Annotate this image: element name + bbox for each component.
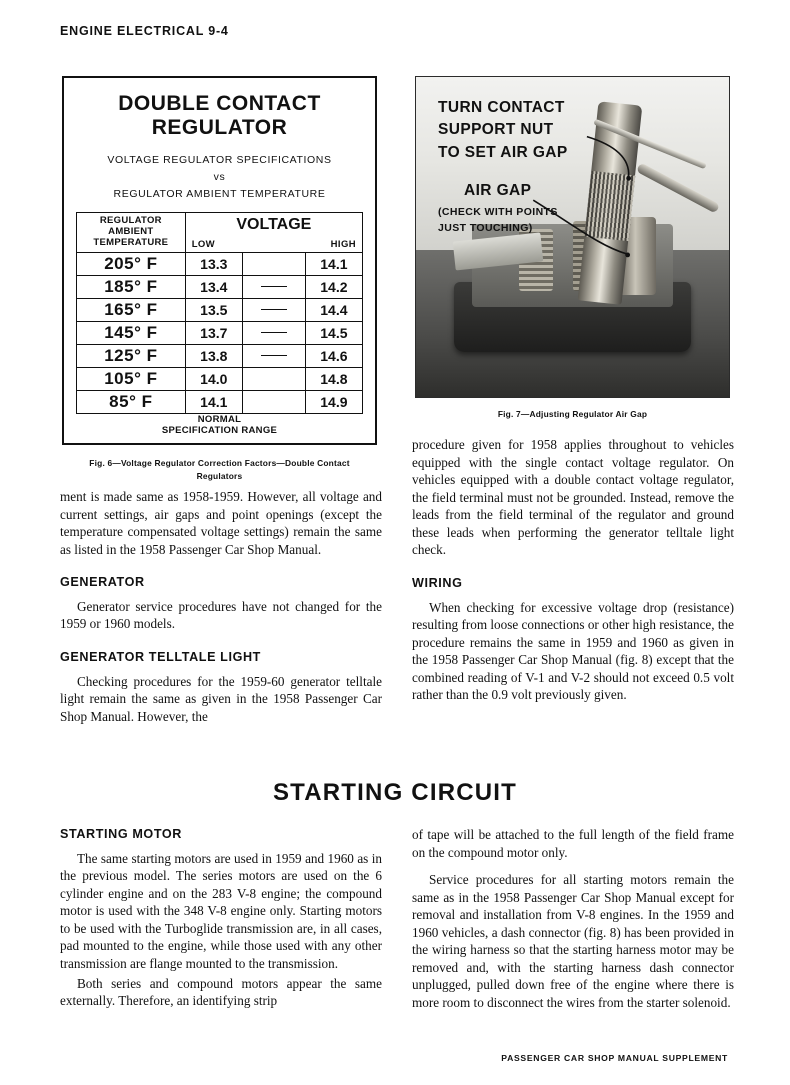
cell-temperature: 105° F: [77, 368, 186, 391]
cell-high: 14.8: [305, 368, 362, 391]
figure-6-caption: [62, 457, 377, 482]
table-row: [77, 253, 363, 276]
table-row: [77, 322, 363, 345]
normal-range-annotation: [76, 415, 363, 437]
left-paragraph-2: Generator service procedures have not changed for the 1959 or 1960 models.: [60, 598, 382, 632]
header-temperature-l3: TEMPERATURE: [93, 237, 169, 249]
lower-left-paragraph-2: Both series and compound motors appear the same externally. Therefore, an identifying strip: [60, 975, 382, 1009]
cell-low: 14.0: [185, 368, 242, 391]
figure-7-caption: Fig. 7—Adjusting Regulator Air Gap: [497, 409, 648, 419]
cell-range-bar: [242, 368, 305, 391]
lower-right-paragraph-2: Service procedures for all starting motors remain the same as in the 1958 Passenger Car Shop Manual except for removal and installation from V-8 engines. In the 1959 and 1960 vehicles, a dash connector (fig. 8) has been provided in the wiring harness so that the starting harness motor may be removed and, with the starting harness dash connector unplugged, pulled down free of the engine where there is more room to disconnect the wires from the starter solenoid.: [412, 872, 734, 1010]
callout-check-line1: (CHECK WITH POINTS: [438, 206, 558, 218]
right-column-lower: [412, 826, 734, 1013]
callout-turn-contact-support-nut: [438, 97, 568, 164]
regulator-chart-box: [62, 76, 377, 445]
cell-high: 14.2: [305, 276, 362, 299]
heading-generator-telltale-light: GENERATOR TELLTALE LIGHT: [60, 650, 261, 665]
cell-high: 14.9: [305, 391, 362, 414]
left-column-lower: [60, 826, 382, 1012]
cell-high: 14.6: [305, 345, 362, 368]
cell-low: 13.7: [185, 322, 242, 345]
callout-turn-line3: TO SET AIR GAP: [438, 143, 568, 161]
lower-left-paragraph-1: The same starting motors are used in 1959 and 1960 as in the previous model. The series motors are used on the 6 cylinder engine and on the 283 V-8 engine; the compound motor is used with the 348 V-8 engine only. Starting motors to be used with the Turboglide transmission are, in all cases, pad mounted to the engine, while those used with any other transmission are flange mounted to the transmission.: [60, 850, 382, 972]
cell-high: 14.5: [305, 322, 362, 345]
callout-air-gap: AIR GAP: [464, 182, 532, 199]
lower-right-paragraph-1: of tape will be attached to the full length of the field frame on the compound motor only.: [412, 827, 734, 860]
table-header-row: [77, 213, 363, 238]
cell-temperature: 145° F: [77, 322, 186, 345]
left-paragraph-1: ment is made same as 1958-1959. However, all voltage and current settings, air gaps and point openings (except the temperature compensated voltage settings) remain the same as listed in the 1958 Passenger Car Shop Manual.: [60, 489, 382, 557]
cell-temperature: 165° F: [77, 299, 186, 322]
right-column-upper: [412, 436, 734, 706]
cell-temperature: 85° F: [77, 391, 186, 414]
right-paragraph-1: procedure given for 1958 applies throughout to vehicles equipped with the single contact voltage regulator. On vehicles equipped with a double contact voltage regulator, the field terminal must not be grounded. Instead, remove the leads from the field terminal of the regulator and ground these leads when performing the generator telltale light check.: [412, 437, 734, 558]
header-temperature-l2: AMBIENT: [108, 226, 154, 238]
figure-6-caption-line2: Regulators: [196, 470, 243, 481]
header-temperature: [77, 213, 186, 253]
page-footer: PASSENGER CAR SHOP MANUAL SUPPLEMENT: [501, 1053, 728, 1063]
chart-subtitle-line2: REGULATOR AMBIENT TEMPERATURE: [113, 187, 326, 200]
cell-range-bar: [242, 299, 305, 322]
header-high: HIGH: [305, 237, 362, 252]
cell-temperature: 125° F: [77, 345, 186, 368]
cell-range-bar: [242, 322, 305, 345]
figure-6-caption-line1: Fig. 6—Voltage Regulator Correction Factors—Double Contact: [89, 458, 350, 468]
normal-range-line2: SPECIFICATION RANGE: [161, 425, 278, 437]
cell-high: 14.1: [305, 253, 362, 276]
callout-turn-line2: SUPPORT NUT: [438, 121, 554, 139]
figure-6: [62, 76, 377, 482]
header-temperature-l1: REGULATOR: [99, 215, 162, 227]
callout-check-note: [438, 205, 558, 237]
header-voltage: VOLTAGE: [185, 213, 362, 238]
normal-range-line1: NORMAL: [197, 414, 242, 426]
cell-low: 14.1: [185, 391, 242, 414]
chart-title: DOUBLE CONTACT REGULATOR: [118, 92, 321, 139]
chart-subtitle-line1: VOLTAGE REGULATOR SPECIFICATIONS: [107, 154, 332, 166]
table-row: [77, 345, 363, 368]
cell-low: 13.8: [185, 345, 242, 368]
table-row: [77, 391, 363, 414]
left-column-upper: [60, 488, 382, 727]
section-title-starting-circuit: STARTING CIRCUIT: [272, 779, 518, 806]
cell-low: 13.4: [185, 276, 242, 299]
cell-temperature: 185° F: [77, 276, 186, 299]
header-low: LOW: [185, 237, 242, 252]
callout-turn-line1: TURN CONTACT: [438, 99, 565, 116]
cell-range-bar: [242, 391, 305, 414]
regulator-spec-table: [76, 212, 363, 414]
table-row: [77, 299, 363, 322]
running-head: ENGINE ELECTRICAL 9-4: [60, 24, 229, 38]
callout-check-line2: JUST TOUCHING): [438, 221, 533, 234]
chart-subtitle-vs: vs: [213, 170, 226, 183]
cell-range-bar: [242, 345, 305, 368]
cell-low: 13.3: [185, 253, 242, 276]
left-paragraph-3: Checking procedures for the 1959-60 generator telltale light remain the same as given in the 1958 Passenger Car Shop Manual. However, the: [60, 673, 382, 724]
heading-starting-motor: STARTING MOTOR: [60, 827, 182, 841]
heading-generator: GENERATOR: [60, 575, 145, 590]
cell-range-bar: [242, 276, 305, 299]
table-row: [77, 276, 363, 299]
header-spacer: [242, 237, 305, 252]
cell-high: 14.4: [305, 299, 362, 322]
heading-wiring: WIRING: [412, 575, 463, 590]
cell-low: 13.5: [185, 299, 242, 322]
figure-7: [415, 76, 730, 421]
cell-temperature: 205° F: [77, 253, 186, 276]
regulator-air-gap-photo: [415, 76, 730, 398]
cell-range-bar: [242, 253, 305, 276]
table-row: [77, 368, 363, 391]
right-paragraph-2: When checking for excessive voltage drop (resistance) resulting from loose connections or other high resistance, the procedure remains the same in 1959 and 1960 as given in the 1958 Passenger Car Shop Manual (fig. 8) except that the combined reading of V-1 and V-2 should not exceed 0.5 volt rather than the 0.9 volt previously given.: [412, 599, 734, 703]
